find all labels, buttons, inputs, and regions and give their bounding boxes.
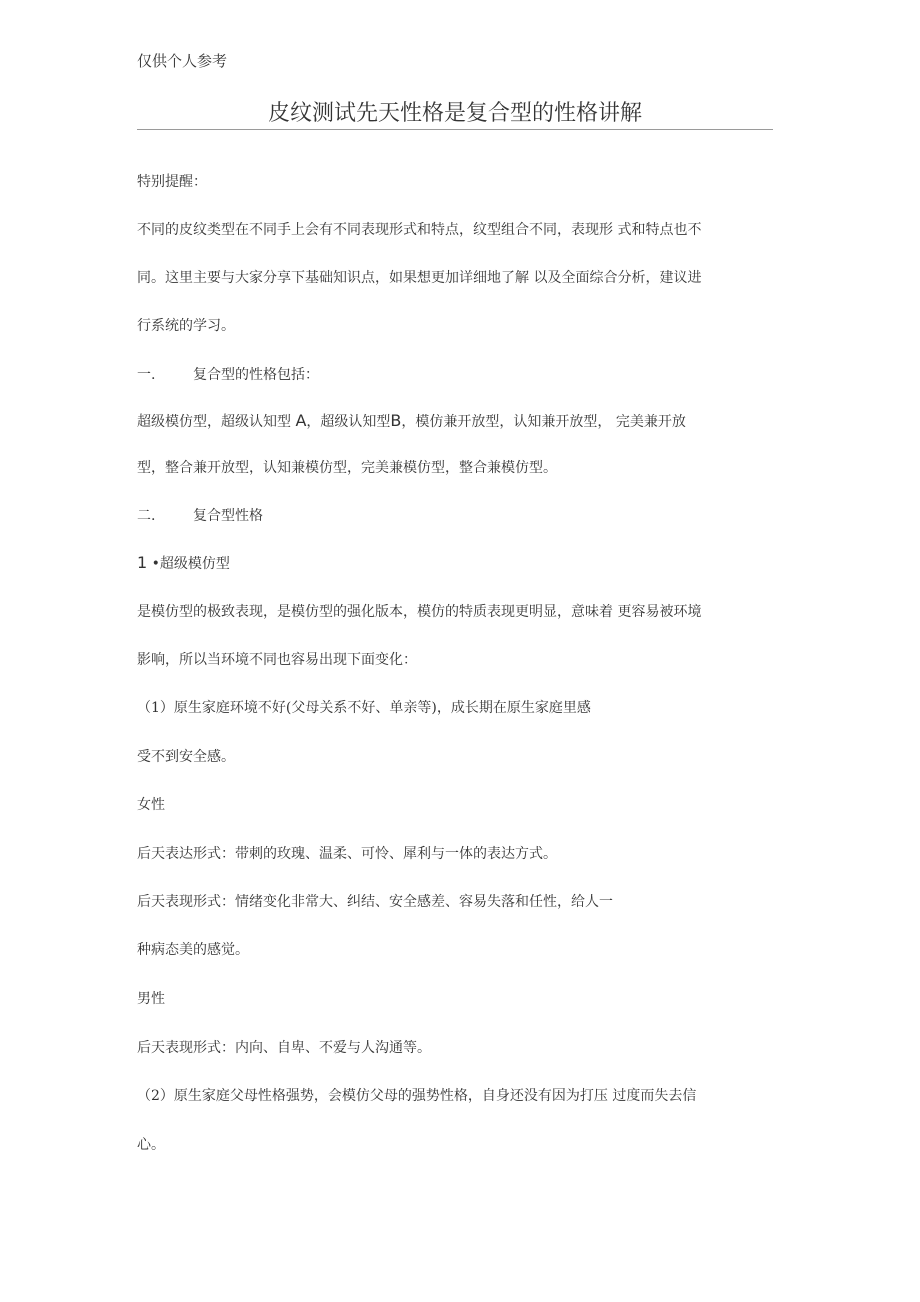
case1-line-1 (137, 698, 591, 718)
case2-number: （2） (137, 1088, 174, 1104)
section1-line-1 (137, 411, 686, 432)
subsection1-title: •超级模仿型 (147, 556, 230, 572)
case2-line-2: 心。 (137, 1137, 165, 1153)
section1-line-1-b: A (295, 411, 307, 430)
section1-line-1-c: ，超级认知型 (306, 414, 391, 430)
female-expression: 后天表达形式：带刺的玫瑰、温柔、可怜、犀利与一体的表达方式。 (137, 846, 557, 862)
female-performance-2: 种病态美的感觉。 (137, 942, 249, 958)
intro-line-2: 同。这里主要与大家分享下基础知识点，如果想更加详细地了解 以及全面综合分析，建议进 (137, 270, 702, 286)
subsection1-heading (137, 553, 230, 574)
reminder-label: 特别提醒： (137, 174, 207, 190)
page-title: 皮纹测试先天性格是复合型的性格讲解 (267, 101, 642, 126)
section2-heading (137, 506, 263, 526)
male-performance: 后天表现形式：内向、自卑、不爱与人沟通等。 (137, 1040, 431, 1056)
case1-number: （1） (137, 700, 174, 716)
section1-number: 一. (137, 367, 156, 383)
case2-line-1-text: 原生家庭父母性格强势，会模仿父母的强势性格，自身还没有因为打压 过度而失去信 (173, 1088, 697, 1104)
section1-heading-text: 复合型的性格包括： (193, 367, 319, 383)
section2-number: 二. (137, 508, 156, 524)
section1-line-1-a: 超级模仿型，超级认知型 (137, 414, 296, 430)
section1-line-1-e: ，模仿兼开放型，认知兼开放型， 完美兼开放 (401, 414, 686, 430)
header-note: 仅供个人参考 (137, 52, 228, 70)
case1-line-2: 受不到安全感。 (137, 749, 235, 765)
subsection1-desc-2: 影响，所以当环境不同也容易出现下面变化： (137, 652, 417, 668)
subsection1-number: 1 (137, 553, 148, 572)
section2-heading-text: 复合型性格 (193, 508, 263, 524)
case2-line-1 (137, 1086, 696, 1106)
male-label: 男性 (137, 991, 165, 1007)
title-underline (137, 129, 773, 130)
female-performance-1: 后天表现形式：情绪变化非常大、纠结、安全感差、容易失落和任性，给人一 (137, 894, 613, 910)
case1-line-1-text: 原生家庭环境不好(父母关系不好、单亲等)，成长期在原生家庭里感 (173, 700, 591, 716)
subsection1-desc-1: 是模仿型的极致表现，是模仿型的强化版本，模仿的特质表现更明显，意味着 更容易被环境 (137, 604, 702, 620)
section1-heading (137, 365, 319, 385)
intro-line-3: 行系统的学习。 (137, 318, 235, 334)
intro-line-1: 不同的皮纹类型在不同手上会有不同表现形式和特点，纹型组合不同，表现形 式和特点也不 (137, 222, 702, 238)
female-label: 女性 (137, 797, 165, 813)
section1-line-2: 型，整合兼开放型，认知兼模仿型，完美兼模仿型，整合兼模仿型。 (137, 460, 557, 476)
section1-line-1-d: B (390, 411, 402, 430)
